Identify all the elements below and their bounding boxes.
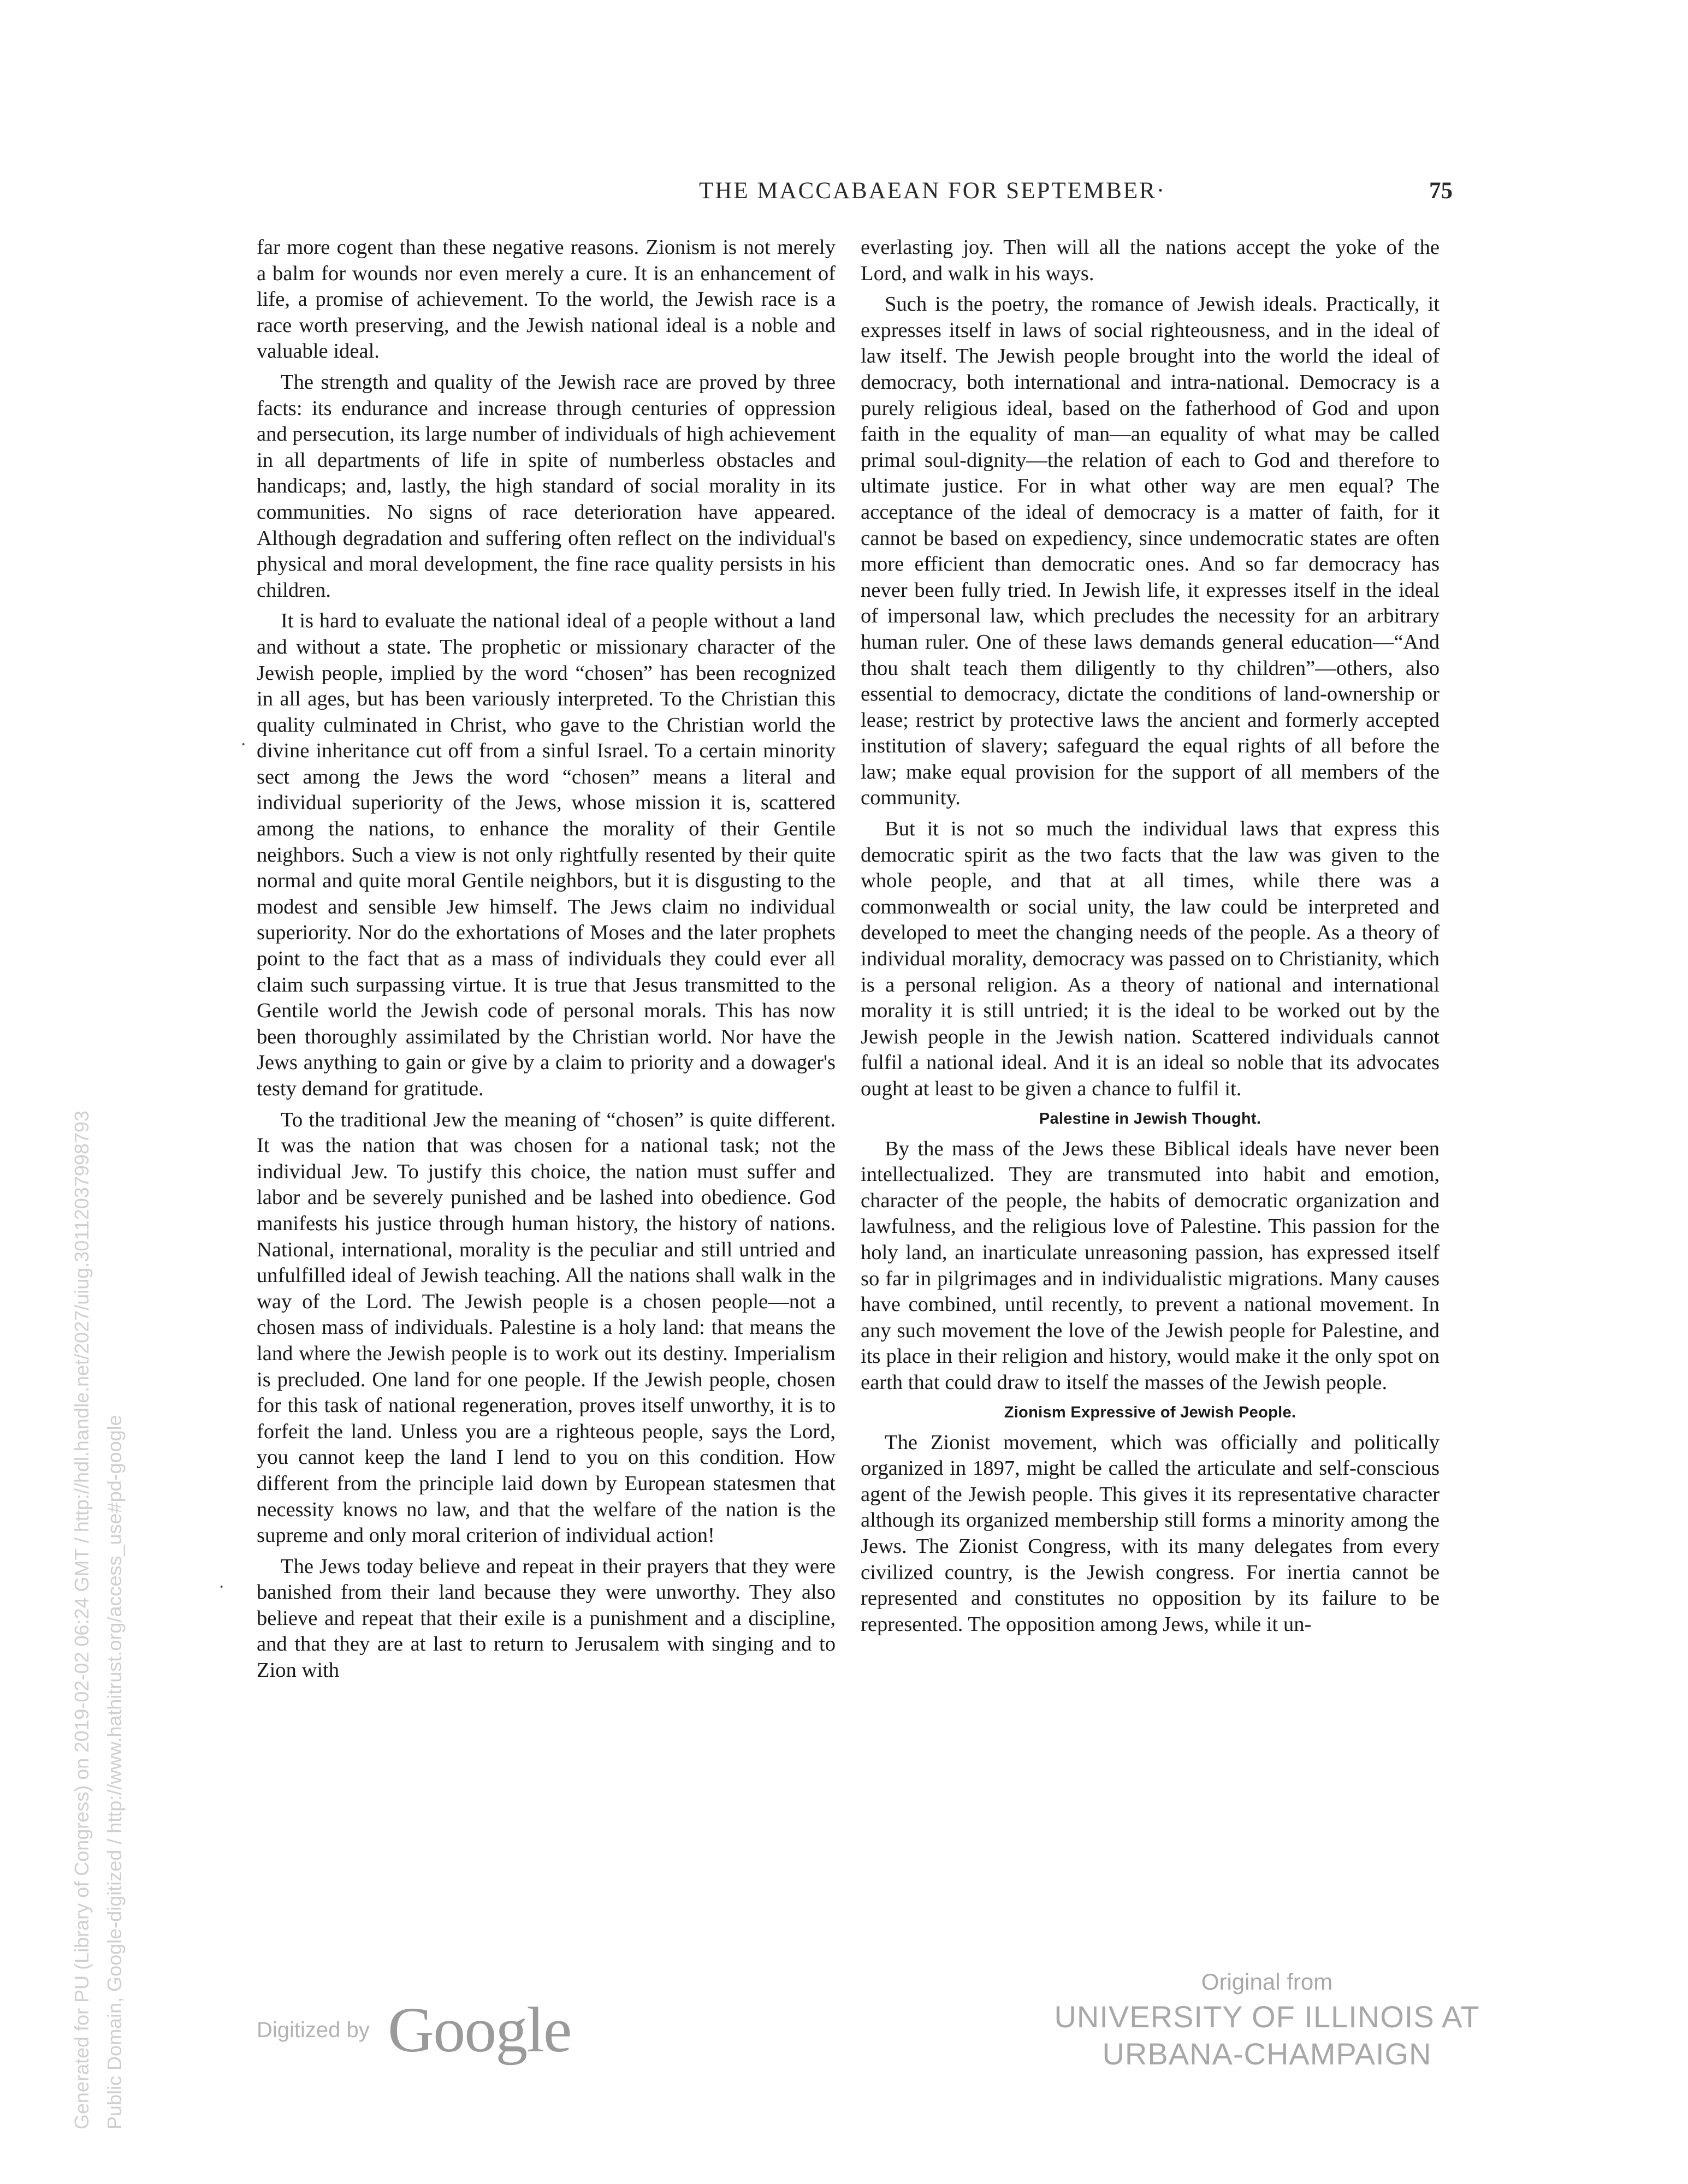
original-from-watermark: [1027, 1966, 1507, 2073]
right-paragraph-zionism: The Zionist movement, which was officially and politically organized in 1897, might be called the articulate and self-conscious agent of the Jewish people. This gives it its representative character although its organized membership still forms a minority among the Jews. The Zionist Congress, with its many delegates from every civilized country, is the Jewish congress. For inertia cannot be represented and constitutes no opposition by its failure to be represented. The opposition among Jews, while it un-: [861, 1431, 1440, 1636]
right-paragraph-3: But it is not so much the individual laws that express this democratic spirit as the two facts that the law was given to the whole people, and that at all times, while there was a commonwealth or social unity, the law could be interpreted and developed to meet the changing needs of the people. As a theory of individual morality, democracy was passed on to Christianity, which is a personal religion. As a theory of national and international morality it is still untried; it is the ideal to be worked out by the Jewish people in the Jewish nation. Scattered individuals cannot fulfil a national ideal. And it is an ideal so noble that its advocates ought at least to be given a chance to fulfil it.: [861, 817, 1440, 1100]
left-paragraph-4: To the traditional Jew the meaning of “chosen” is quite different. It was the nation that was chosen for a national task; not the individual Jew. To justify this choice, the nation must suffer and labor and be severely punished and be lashed into obedience. God manifests his justice through human history, the history of nations. National, international, morality is the peculiar and still untried and unfulfilled ideal of Jewish teaching. All the nations shall walk in the way of the Lord. The Jewish people is a chosen people—not a chosen mass of individuals. Palestine is a holy land: that means the land where the Jewish people is to work out its destiny. Imperialism is precluded. One land for one people. If the Jewish people, chosen for this task of national regeneration, proves itself unworthy, it is to forfeit the land. Unless you are a righteous people, says the Lord, you cannot keep the land I lend to you on this condition. How different from the principle laid down by European statesmen that necessity knows no law, and that the welfare of the nation is the supreme and only moral criterion of individual action!: [257, 1108, 836, 1547]
right-column: [861, 235, 1440, 1642]
institution-line-2: URBANA-CHAMPAIGN: [1102, 2037, 1432, 2071]
section-heading-palestine: Palestine in Jewish Thought.: [1039, 1109, 1261, 1127]
right-paragraph-1: everlasting joy. Then will all the nations accept the yoke of the Lord, and walk in his ways.: [861, 236, 1440, 285]
section-heading-zionism: Zionism Expressive of Jewish People.: [1004, 1403, 1296, 1421]
journal-title: THE MACCABAEAN FOR SEPTEMBER·: [699, 178, 1166, 204]
left-paragraph-2: The strength and quality of the Jewish race are proved by three facts: its endurance and increase through centuries of oppression and persecution, its large number of individuals of high achievement in all departments of life in spite of numberless obstacles and handicaps; and, lastly, the high standard of social morality in its communities. No signs of race deterioration have appeared. Although degradation and suffering often reflect on the individual's physical and moral development, the fine race quality persists in his children.: [257, 370, 836, 602]
original-from-label: Original from: [1201, 1969, 1333, 1995]
hathitrust-side-stamp: [66, 1111, 131, 2129]
margin-dot-mark: ·: [218, 1577, 225, 1597]
left-paragraph-3: It is hard to evaluate the national ideal of a people without a land and without a state. The prophetic or missionary character of the Jewish people, implied by the word “chosen” has been recognized in all ages, but has been variously interpreted. To the Christian this quality culminated in Christ, who gave to the Christian world the divine inheritance cut off from a sinful Israel. To a certain minority sect among the Jews the word “chosen” means a literal and individual superiority of the Jews, whose mission it is, scattered among the nations, to enhance the morality of their Gentile neighbors. Such a view is not only rightfully resented by their quite normal and quite moral Gentile neighbors, but it is disgusting to the modest and sensible Jew himself. The Jews claim no individual superiority. Nor do the exhortations of Moses and the later prophets point to the fact that as a mass of individuals they could ever all claim such surpassing virtue. It is true that Jesus transmitted to the Gentile world the Jewish code of personal morals. This has now been thoroughly assimilated by the Christian world. Nor have the Jews anything to gain or give by a claim to priority and a dowager's testy demand for gratitude.: [257, 609, 836, 1100]
digitized-label: Digitized by: [257, 2018, 370, 2042]
digitized-by-watermark: [257, 1993, 595, 2066]
google-logo: Google: [388, 1994, 571, 2066]
left-column: [257, 235, 836, 1689]
side-stamp-line-2: Public Domain, Google-digitized / http://www.hathitrust.org/access_use#pd-google: [103, 1415, 126, 2129]
page-number: 75: [1429, 178, 1453, 204]
running-head: [257, 177, 1453, 216]
institution-line-1: UNIVERSITY OF ILLINOIS AT: [1054, 1999, 1480, 2034]
right-paragraph-palestine: By the mass of the Jews these Biblical ideals have never been intellectualized. They are transmuted into habit and emotion, character of the people, the habits of democratic organization and lawfulness, and the religious love of Palestine. This passion for the holy land, an inarticulate unreasoning passion, has expressed itself so far in pilgrimages and in individualistic migrations. Many causes have combined, until recently, to prevent a national movement. In any such movement the love of the Jewish people for Palestine, and its place in their religion and history, would make it the only spot on earth that could draw to itself the masses of the Jewish people.: [861, 1137, 1440, 1394]
left-paragraph-1: far more cogent than these negative reasons. Zionism is not merely a balm for wounds nor even merely a cure. It is an enhancement of life, a promise of achievement. To the world, the Jewish race is a race worth preserving, and the Jewish national ideal is a noble and valuable ideal.: [257, 236, 836, 363]
left-paragraph-5: The Jews today believe and repeat in their prayers that they were banished from their land because they were unworthy. They also believe and repeat that their exile is a punishment and a discipline, and that they are at last to return to Jerusalem with singing and to Zion with: [257, 1554, 836, 1682]
side-stamp-line-1: Generated for PU (Library of Congress) on 2019-02-02 06:24 GMT / http://hdl.handle.net/2027/uiug.30112037998793: [70, 1111, 93, 2129]
right-paragraph-2: Such is the poetry, the romance of Jewish ideals. Practically, it expresses itself in laws of social righteousness, and in the ideal of law itself. The Jewish people brought into the world the ideal of democracy, both international and intra-national. Democracy is a purely religious ideal, based on the fatherhood of God and upon faith in the equality of man—an equality of what may be called primal soul-dignity—the relation of each to God and therefore to ultimate justice. For in what other way are men equal? The acceptance of the ideal of democracy is a matter of faith, for it cannot be based on expediency, since undemocratic states are often more efficient than democratic ones. And so far democracy has never been fully tried. In Jewish life, it expresses itself in the ideal of impersonal law, which precludes the necessity for an arbitrary human ruler. One of these laws demands general education—“And thou shalt teach them diligently to thy children”—others, also essential to democracy, dictate the conditions of land-ownership or lease; restrict by protective laws the ancient and formerly accepted institution of slavery; safeguard the equal rights of all before the law; make equal provision for the support of all members of the community.: [861, 293, 1440, 810]
margin-dot-mark: ·: [240, 734, 247, 755]
